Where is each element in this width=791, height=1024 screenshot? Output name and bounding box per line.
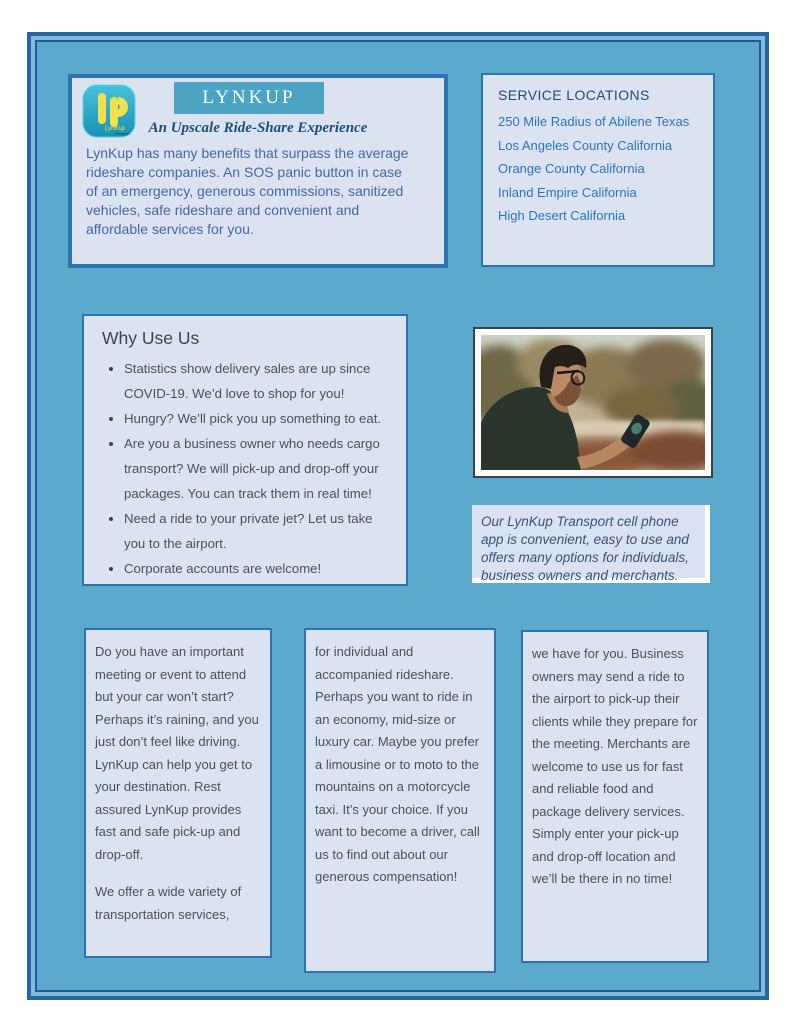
service-locations-title: SERVICE LOCATIONS [498,87,650,103]
customer-photo [473,327,713,478]
app-caption-card [472,505,710,583]
column-paragraph: Do you have an important meeting or event to attend but your car won’t start? Perhaps it’s raining, and you just don’t feel like driving. LynKup can help you get to your destination. Rest assured LynKup provides fast and safe pick-up and drop-off. [95,644,259,862]
intro-paragraph: LynKup has many benefits that surpass the average rideshare companies. An SOS panic button in case of an emergency, generous commissions, sanitized vehicles, safe rideshare and convenient and affordable services for you. [86,145,409,237]
service-location-item: High Desert California [498,208,626,223]
why-bullet: • Are you a business owner who needs cargo transport? We will pick-up and drop-off your packages. You can track them in real time! [124,431,392,506]
column-paragraph: for individual and accompanied rideshare. Perhaps you want to ride in an economy, mid-size or luxury car. Maybe you prefer a limousine or to moto to the mountains on a motorcycle taxi. It’s your choice. If you want to become a driver, call us to find out about our generous compensation! [315,644,480,884]
service-locations-card [481,73,715,267]
story-column-3 [521,630,709,963]
service-location-item: Orange County California [498,161,645,176]
brand-tagline: An Upscale Ride-Share Experience [148,120,368,136]
logo-script-text: LynKup [104,126,126,132]
service-location-item: Los Angeles County California [498,137,673,153]
man-looking-at-phone-illustration [481,335,705,470]
story-column-1 [84,628,272,958]
why-bullet: • Corporate accounts are welcome! [124,556,392,581]
column-paragraph: We offer a wide variety of transportation services, [95,884,242,922]
logo-label-text: Transport [114,132,130,136]
why-bullet: • Hungry? We’ll pick you up something to eat. [124,406,392,431]
intro-card [68,74,448,268]
why-use-us-list [100,356,392,581]
why-use-us-card [82,314,408,586]
story-column-2 [304,628,496,973]
why-use-us-title: Why Use Us [102,328,200,348]
service-location-item: 250 Mile Radius of Abilene Texas [498,114,690,129]
flyer-canvas [35,40,761,992]
why-bullet: • Statistics show delivery sales are up since COVID-19. We’d love to shop for you! [124,356,392,406]
brand-banner [174,82,324,114]
app-caption-text: Our LynKup Transport cell phone app is convenient, easy to use and offers many options for individuals, business owners and merchants. [481,514,689,583]
why-bullet: • Need a ride to your private jet? Let us take you to the airport. [124,506,392,556]
column-paragraph: we have for you. Business owners may send a ride to the airport to pick-up their clients while they prepare for the meeting. Merchants are welcome to use us for fast and reliable food and package delivery services. Simply enter your pick-up and drop-off location and we’ll be there in no time! [532,646,698,886]
brand-title: LYNKUP [202,87,296,108]
service-locations-list [498,115,705,223]
service-location-item: Inland Empire California [498,184,637,200]
